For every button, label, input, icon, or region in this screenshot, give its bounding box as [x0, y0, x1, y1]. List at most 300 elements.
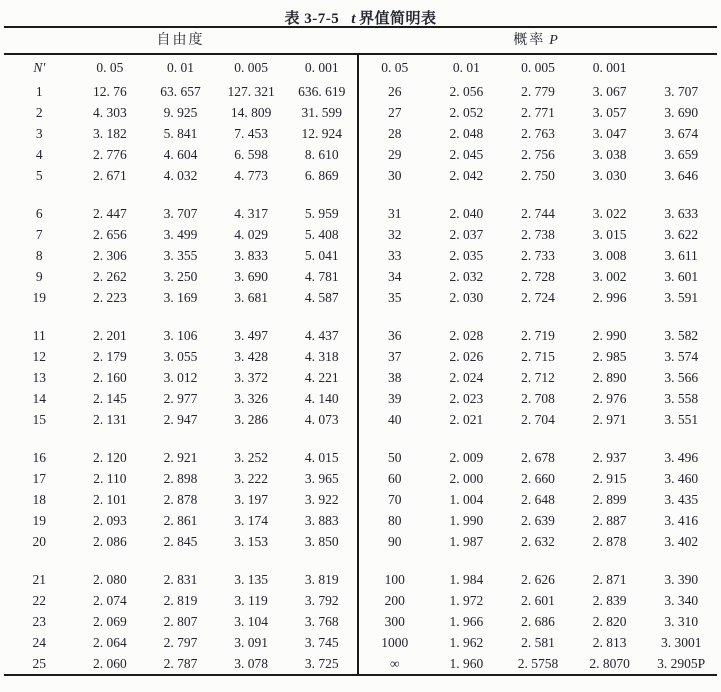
row-label: 8: [35, 248, 43, 263]
table-cell: 2. 899: [592, 492, 627, 507]
column-header: 0. 005: [521, 60, 555, 75]
table-cell: 3. 707: [163, 206, 198, 221]
table-cell: 3. 659: [664, 147, 699, 162]
row-label: 20: [32, 534, 47, 549]
row-label: 19: [32, 290, 47, 305]
table-cell: 3. 591: [664, 290, 699, 305]
column-header: 0. 005: [234, 60, 268, 75]
table-cell: 2. 639: [521, 513, 555, 528]
row-label: 15: [32, 412, 47, 427]
table-cell: 2. 145: [93, 391, 127, 406]
table-cell: 2. 977: [163, 391, 198, 406]
table-cell: 4. 437: [304, 328, 339, 343]
title-variable: t: [351, 11, 356, 27]
table-cell: 4. 781: [304, 269, 339, 284]
table-cell: 2. 712: [521, 370, 555, 385]
row-label: 70: [388, 492, 402, 507]
table-row: [4, 489, 357, 510]
table-row: [359, 569, 717, 590]
table-cell: 3. 499: [163, 227, 198, 242]
table-cell: 3. 965: [304, 471, 339, 486]
table-row: [4, 203, 357, 224]
table-row: [359, 165, 717, 186]
table-cell: 6. 869: [304, 168, 339, 183]
table-cell: 5. 841: [163, 126, 198, 141]
table-cell: 2. 878: [592, 534, 627, 549]
row-label: 19: [32, 513, 47, 528]
table-row: [4, 245, 357, 266]
table-cell: 2. 779: [521, 84, 555, 99]
table-cell: 2. 056: [449, 84, 484, 99]
row-label: 36: [388, 328, 402, 343]
table-row: [359, 489, 717, 510]
table-cell: 3. 819: [304, 572, 339, 587]
group-gap: [4, 186, 357, 203]
table-cell: 2. 086: [93, 534, 127, 549]
table-cell: 8. 610: [304, 147, 339, 162]
row-label: 26: [388, 84, 402, 99]
table-row: [359, 203, 717, 224]
row-label: 9: [35, 269, 43, 284]
table-row: [4, 611, 357, 632]
table-cell: 2. 719: [521, 328, 555, 343]
group-header-probability: [357, 28, 717, 53]
table-row: [4, 653, 357, 674]
group-gap: [359, 430, 717, 447]
table-cell: 2. 813: [592, 635, 627, 650]
table-cell: 2. 947: [163, 412, 198, 427]
row-label: 7: [35, 227, 43, 242]
table-row: [4, 531, 357, 552]
table-cell: 3. 286: [234, 412, 268, 427]
table-cell: 2. 101: [93, 492, 127, 507]
table-cell: 2. 819: [163, 593, 198, 608]
table-row: [4, 165, 357, 186]
column-header: 0. 05: [381, 60, 409, 75]
table-row: [359, 224, 717, 245]
table-cell: 2. 996: [592, 290, 627, 305]
table-cell: 3. 792: [304, 593, 339, 608]
group-gap: [359, 308, 717, 325]
table-cell: 2. 035: [449, 248, 484, 263]
table-cell: 2. 704: [521, 412, 555, 427]
table-row: [4, 510, 357, 531]
table-cell: 31. 599: [301, 105, 342, 120]
table-row: [359, 409, 717, 430]
table-cell: 3. 646: [664, 168, 699, 183]
column-header: 0. 05: [96, 60, 124, 75]
table-cell: 2. 898: [163, 471, 198, 486]
table-cell: 3. 182: [93, 126, 127, 141]
table-cell: 2. 738: [521, 227, 555, 242]
table-cell: 5. 041: [304, 248, 339, 263]
row-label: 21: [32, 572, 47, 587]
table-cell: 4. 773: [234, 168, 268, 183]
table-row: [4, 367, 357, 388]
row-label: 31: [388, 206, 402, 221]
table-cell: 3. 022: [592, 206, 627, 221]
row-label: 17: [32, 471, 47, 486]
row-label: 14: [32, 391, 47, 406]
table-cell: 2. 045: [449, 147, 484, 162]
table-cell: 2. 447: [93, 206, 127, 221]
table-cell: 1. 960: [449, 656, 484, 671]
table-cell: 3. 611: [664, 248, 698, 263]
table-cell: 3. 169: [163, 290, 198, 305]
table-cell: 2. 120: [93, 450, 127, 465]
table-cell: 3. 601: [664, 269, 699, 284]
table-row: [359, 510, 717, 531]
table-cell: 2. 797: [163, 635, 198, 650]
table-cell: 2. 040: [449, 206, 484, 221]
table-cell: 3. 416: [664, 513, 699, 528]
table-cell: 2. 771: [521, 105, 555, 120]
table-row: [4, 123, 357, 144]
column-header: 0. 01: [452, 60, 480, 75]
table-cell: 3. 078: [234, 656, 268, 671]
table-cell: 3. 922: [304, 492, 339, 507]
table-row: [359, 653, 717, 674]
table-cell: 3. 038: [592, 147, 627, 162]
row-label: 37: [388, 349, 402, 364]
row-label: 30: [388, 168, 402, 183]
table-cell: 2. 060: [93, 656, 127, 671]
table-cell: 3. 104: [234, 614, 268, 629]
table-cell: 2. 201: [93, 328, 127, 343]
table-cell: 2. 581: [521, 635, 555, 650]
table-cell: 2. 042: [449, 168, 484, 183]
row-label: 11: [32, 328, 46, 343]
table-row: [4, 388, 357, 409]
table-cell: 2. 728: [521, 269, 555, 284]
table-cell: 3. 745: [304, 635, 339, 650]
table-cell: 3. 047: [592, 126, 627, 141]
table-cell: 1. 004: [449, 492, 484, 507]
document-page: [4, 0, 717, 676]
table-cell: 2. 937: [592, 450, 627, 465]
table-body: [4, 55, 717, 676]
table-cell: 2. 971: [592, 412, 627, 427]
table-cell: 1. 966: [449, 614, 484, 629]
table-cell: 3. 428: [234, 349, 268, 364]
row-label: 33: [388, 248, 402, 263]
table-cell: 2. 787: [163, 656, 198, 671]
row-label: 100: [384, 572, 405, 587]
table-cell: 3. 002: [592, 269, 627, 284]
row-label: 34: [388, 269, 402, 284]
table-cell: 2. 807: [163, 614, 198, 629]
table-row: [4, 569, 357, 590]
table-cell: 9. 925: [163, 105, 198, 120]
table-cell: 2. 686: [521, 614, 555, 629]
table-cell: 4. 303: [93, 105, 127, 120]
table-cell: 3. 690: [664, 105, 699, 120]
table-cell: 3. 725: [304, 656, 339, 671]
row-label: 1: [35, 84, 43, 99]
probability-variable: P: [549, 33, 558, 48]
table-cell: 3. 582: [664, 328, 699, 343]
group-gap: [359, 552, 717, 569]
table-cell: 3. 435: [664, 492, 699, 507]
table-cell: 2. 715: [521, 349, 555, 364]
table-cell: 3. 496: [664, 450, 699, 465]
table-row: [359, 346, 717, 367]
table-row: [4, 409, 357, 430]
table-cell: 2. 028: [449, 328, 484, 343]
table-cell: 2. 306: [93, 248, 127, 263]
table-cell: 1. 984: [449, 572, 484, 587]
table-cell: 2. 032: [449, 269, 484, 284]
table-cell: 14. 809: [230, 105, 272, 120]
group-gap: [4, 430, 357, 447]
table-row: [359, 102, 717, 123]
row-label: 27: [388, 105, 402, 120]
table-cell: 2. 678: [521, 450, 555, 465]
column-header-row: [359, 55, 717, 81]
table-row: [359, 367, 717, 388]
table-cell: 2. 756: [521, 147, 555, 162]
row-label: 28: [388, 126, 402, 141]
table-row: [359, 632, 717, 653]
table-cell: 3. 340: [664, 593, 699, 608]
t-table-left: [4, 55, 357, 674]
row-label: 32: [388, 227, 402, 242]
table-cell: 1. 987: [449, 534, 484, 549]
column-header-row: [4, 55, 357, 81]
probability-label: 概率: [513, 33, 546, 48]
table-cell: 3. 707: [664, 84, 699, 99]
table-cell: 3. 833: [234, 248, 268, 263]
table-row: [4, 144, 357, 165]
row-label: 6: [35, 206, 43, 221]
t-table-right: [359, 55, 717, 674]
table-row: [359, 447, 717, 468]
table-row: [359, 123, 717, 144]
row-label: 23: [32, 614, 47, 629]
row-label: 40: [388, 412, 402, 427]
table-cell: 4. 604: [163, 147, 198, 162]
table-row: [4, 287, 357, 308]
table-cell: 3. 355: [163, 248, 198, 263]
table-cell: 2. 839: [592, 593, 627, 608]
column-header: 0. 01: [166, 60, 194, 75]
table-cell: 1. 972: [449, 593, 484, 608]
table-cell: 4. 140: [304, 391, 339, 406]
table-cell: 3. 558: [664, 391, 699, 406]
row-label: 13: [32, 370, 47, 385]
table-cell: 3. 622: [664, 227, 699, 242]
table-cell: 12. 76: [93, 84, 127, 99]
table-cell: 2. 871: [592, 572, 627, 587]
table-cell: 3. 055: [163, 349, 198, 364]
table-cell: 2. 750: [521, 168, 555, 183]
t-table-left-half: [4, 55, 357, 674]
table-cell: 3. 135: [234, 572, 268, 587]
table-row: [359, 531, 717, 552]
table-cell: 2. 023: [449, 391, 484, 406]
table-cell: 3. 372: [234, 370, 268, 385]
table-row: [359, 590, 717, 611]
table-cell: 2. 8070: [589, 656, 630, 671]
table-cell: 2. 648: [521, 492, 555, 507]
table-cell: 2. 064: [93, 635, 127, 650]
table-cell: 3. 390: [664, 572, 699, 587]
row-label: 60: [388, 471, 402, 486]
table-cell: 3. 030: [592, 168, 627, 183]
row-label: 25: [32, 656, 47, 671]
row-label: 39: [388, 391, 402, 406]
row-label: 50: [388, 450, 402, 465]
group-header-degrees-of-freedom: 自由度: [156, 33, 205, 48]
table-cell: 2. 744: [521, 206, 555, 221]
table-title: [4, 0, 717, 28]
table-cell: 2. 021: [449, 412, 484, 427]
table-row: [4, 325, 357, 346]
table-cell: 2. 048: [449, 126, 484, 141]
table-cell: 2. 632: [521, 534, 555, 549]
table-cell: 4. 073: [304, 412, 339, 427]
table-cell: 3. 551: [664, 412, 699, 427]
table-cell: 2. 976: [592, 391, 627, 406]
table-cell: 2. 845: [163, 534, 198, 549]
table-cell: 2. 179: [93, 349, 127, 364]
column-header: 0. 001: [304, 60, 339, 75]
table-cell: 4. 221: [304, 370, 339, 385]
row-label: 2: [35, 105, 43, 120]
table-cell: 2. 656: [93, 227, 127, 242]
table-row: [359, 266, 717, 287]
table-row: [359, 325, 717, 346]
table-row: [4, 468, 357, 489]
table-cell: 3. 153: [234, 534, 268, 549]
table-cell: 3. 566: [664, 370, 699, 385]
table-cell: 2. 708: [521, 391, 555, 406]
t-table-right-half: [357, 55, 717, 674]
table-cell: 2. 890: [592, 370, 627, 385]
table-cell: 2. 671: [93, 168, 127, 183]
row-label: 5: [35, 168, 43, 183]
table-cell: 3. 674: [664, 126, 699, 141]
table-row: [4, 447, 357, 468]
row-label: 38: [388, 370, 402, 385]
row-label: 12: [32, 349, 47, 364]
group-header-row: [4, 28, 717, 55]
table-cell: 2. 990: [592, 328, 627, 343]
row-label: 80: [388, 513, 402, 528]
table-cell: 2. 601: [521, 593, 555, 608]
table-row: [359, 81, 717, 102]
table-cell: 4. 587: [304, 290, 339, 305]
table-cell: 2. 080: [93, 572, 127, 587]
table-cell: 4. 317: [234, 206, 268, 221]
table-cell: 3. 768: [304, 614, 339, 629]
table-cell: 5. 959: [304, 206, 339, 221]
table-cell: 4. 318: [304, 349, 339, 364]
column-header: [645, 55, 717, 81]
table-cell: 1. 990: [449, 513, 484, 528]
table-cell: 2. 831: [163, 572, 198, 587]
table-row: [4, 224, 357, 245]
table-cell: 2. 000: [449, 471, 484, 486]
table-cell: 3. 402: [664, 534, 699, 549]
table-cell: 2. 776: [93, 147, 127, 162]
row-label: 22: [32, 593, 47, 608]
table-cell: 2. 820: [592, 614, 627, 629]
table-row: [359, 388, 717, 409]
table-cell: 2. 985: [592, 349, 627, 364]
table-row: [359, 287, 717, 308]
table-cell: 2. 160: [93, 370, 127, 385]
table-cell: 2. 024: [449, 370, 484, 385]
table-cell: 3. 250: [163, 269, 198, 284]
table-cell: 2. 262: [93, 269, 127, 284]
table-cell: 2. 660: [521, 471, 555, 486]
table-cell: 3. 690: [234, 269, 268, 284]
row-label: ∞: [389, 656, 400, 671]
table-row: [4, 266, 357, 287]
table-cell: 12. 924: [301, 126, 342, 141]
table-cell: 2. 093: [93, 513, 127, 528]
table-cell: 3. 497: [234, 328, 268, 343]
table-row: [359, 468, 717, 489]
table-cell: 3. 015: [592, 227, 627, 242]
table-cell: 1. 962: [449, 635, 484, 650]
table-cell: 3. 326: [234, 391, 268, 406]
table-cell: 3. 008: [592, 248, 627, 263]
table-cell: 3. 2905P: [657, 656, 706, 671]
table-cell: 2. 915: [592, 471, 627, 486]
table-cell: 3. 222: [234, 471, 268, 486]
row-label: 3: [35, 126, 43, 141]
table-cell: 2. 074: [93, 593, 127, 608]
table-cell: 3. 460: [664, 471, 699, 486]
column-header: N′: [33, 60, 46, 75]
table-cell: 2. 724: [521, 290, 555, 305]
row-label: 24: [32, 635, 47, 650]
table-cell: 3. 067: [592, 84, 627, 99]
table-cell: 6. 598: [234, 147, 268, 162]
table-row: [4, 632, 357, 653]
table-cell: 3. 091: [234, 635, 268, 650]
table-cell: 63. 657: [160, 84, 201, 99]
column-header: 0. 001: [592, 60, 627, 75]
table-cell: 3. 057: [592, 105, 627, 120]
table-row: [359, 611, 717, 632]
table-cell: 4. 029: [234, 227, 268, 242]
group-gap: [4, 552, 357, 569]
table-cell: 3. 119: [234, 593, 268, 608]
table-row: [4, 590, 357, 611]
table-row: [359, 245, 717, 266]
table-cell: 2. 626: [521, 572, 555, 587]
table-cell: 2. 733: [521, 248, 555, 263]
table-cell: 3. 106: [163, 328, 198, 343]
table-cell: 3. 310: [664, 614, 699, 629]
table-cell: 2. 887: [592, 513, 627, 528]
table-cell: 2. 921: [163, 450, 198, 465]
table-number: 表 3-7-5: [284, 11, 340, 27]
table-cell: 127. 321: [227, 84, 275, 99]
row-label: 90: [388, 534, 402, 549]
table-cell: 2. 009: [449, 450, 484, 465]
table-cell: 3. 252: [234, 450, 268, 465]
table-cell: 4. 032: [163, 168, 198, 183]
row-label: 4: [35, 147, 43, 162]
table-cell: 2. 030: [449, 290, 484, 305]
row-label: 29: [388, 147, 402, 162]
table-cell: 636. 619: [298, 84, 346, 99]
table-cell: 2. 223: [93, 290, 127, 305]
